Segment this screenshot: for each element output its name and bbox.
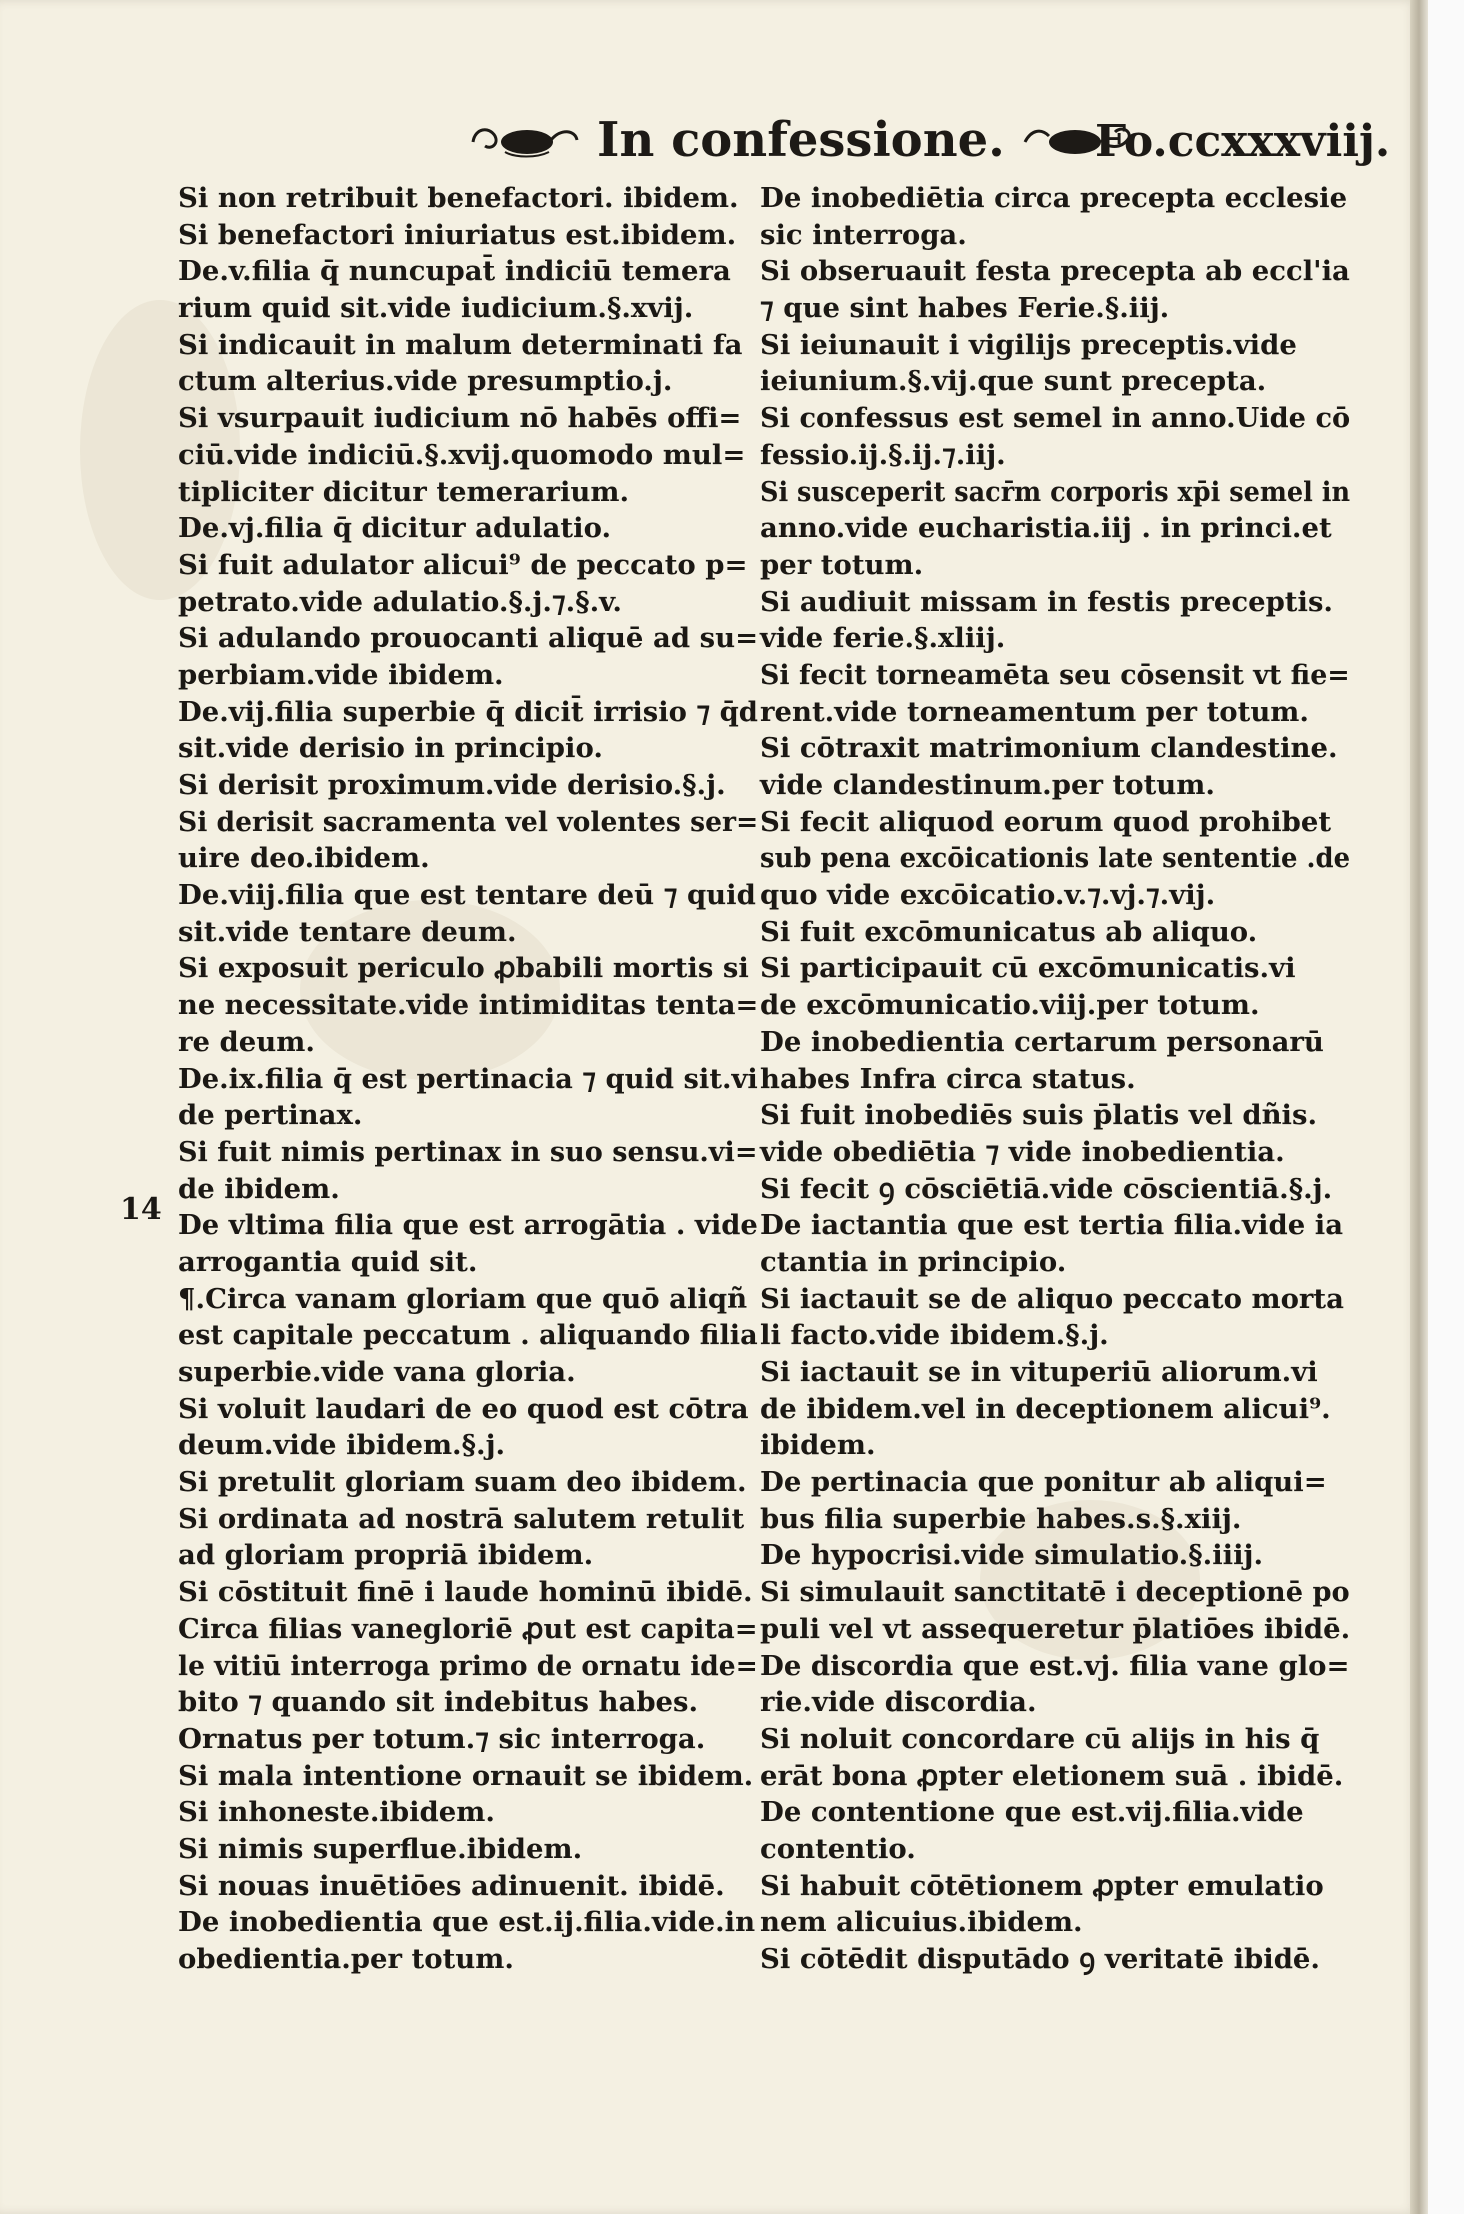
text-line: Si nouas inuētiōes adinuenit. ibidē. (178, 1869, 725, 1902)
text-line: Si participauit cū excōmunicatis.vi (760, 952, 1296, 985)
text-line: Si iactauit se in vituperiū aliorum.vi (760, 1356, 1318, 1388)
text-line: De vltima filia que est arrogātia . vide (178, 1209, 758, 1242)
text-line: puli vel vt assequeretur p̄latiōes ibidē. (760, 1612, 1351, 1645)
page-edge (1410, 0, 1428, 2214)
text-line: ibidem. (760, 1429, 876, 1462)
text-line: Si voluit laudari de eo quod est cōtra (178, 1392, 749, 1425)
margin-section-number: 14 (120, 1192, 162, 1227)
text-line: tipliciter dicitur temerarium. (178, 475, 630, 508)
text-line: Si fecit aliquod eorum quod prohibet (760, 805, 1332, 838)
text-line: ¶.Circa vanam gloriam que quō aliqñ (178, 1282, 748, 1315)
text-line: rie.vide discordia. (760, 1686, 1037, 1719)
text-line: nem alicuius.ibidem. (760, 1906, 1083, 1939)
text-line: habes Infra circa status. (760, 1062, 1136, 1095)
text-line: Si audiuit missam in festis preceptis. (760, 585, 1334, 618)
text-line: vide clandestinum.per totum. (760, 769, 1215, 801)
text-line: De inobedientia certarum personarū (760, 1025, 1324, 1058)
text-line: Si cōtraxit matrimonium clandestine. (760, 732, 1338, 765)
text-line: De contentione que est.vij.filia.vide (760, 1796, 1304, 1829)
text-line: Si non retribuit benefactori. ibidem. (178, 182, 739, 214)
text-line: De discordia que est.vj. filia vane glo= (760, 1649, 1350, 1682)
text-line: Circa filias vanegloriē ꝓut est capita= (178, 1612, 758, 1645)
text-line: bito ⁊ quando sit indebitus habes. (178, 1686, 699, 1719)
text-line: ieiunium.§.vij.que sunt precepta. (760, 365, 1267, 398)
text-line: De.vij.filia superbie q̄ dicit̄ irrisio ⁊ q̄d (178, 695, 758, 728)
text-line: Si pretulit gloriam suam deo ibidem. (178, 1466, 747, 1499)
text-line: De.ix.filia q̄ est pertinacia ⁊ quid sit.vi (178, 1062, 758, 1095)
text-line: Si obseruauit festa precepta ab eccl'ia (760, 255, 1350, 288)
text-line: Si fuit excōmunicatus ab aliquo. (760, 915, 1258, 948)
text-line: Si exposuit periculo ꝓbabili mortis si (178, 952, 749, 985)
text-line: Si benefactori iniuriatus est.ibidem. (178, 218, 737, 251)
text-line: arrogantia quid sit. (178, 1245, 478, 1278)
text-line: Si ieiunauit i vigilijs preceptis.vide (760, 328, 1297, 361)
text-line: rium quid sit.vide iudicium.§.xvij. (178, 292, 694, 325)
text-line: vide obediētia ⁊ vide inobedientia. (760, 1135, 1285, 1168)
text-line: ctum alterius.vide presumptio.j. (178, 365, 673, 398)
text-line: Si ordinata ad nostrā salutem retulit (178, 1502, 745, 1535)
text-line: Si simulauit sanctitatē i deceptionē po (760, 1576, 1350, 1609)
text-line: De inobediētia circa precepta ecclesie (760, 182, 1348, 214)
text-line: de ibidem. (178, 1172, 340, 1205)
text-line: Si inhoneste.ibidem. (178, 1796, 495, 1829)
text-line: quo vide excōicatio.v.⁊.vj.⁊.vij. (760, 879, 1216, 912)
text-line: contentio. (760, 1832, 916, 1865)
text-line: Si mala intentione ornauit se ibidem. (178, 1759, 754, 1792)
text-line: vide ferie.§.xliij. (760, 622, 1006, 655)
text-line: Si fuit adulator alicui⁹ de peccato p= (178, 548, 748, 581)
text-line: fessio.ij.§.ij.⁊.iij. (760, 438, 1006, 471)
text-line: ne necessitate.vide intimiditas tenta= (178, 989, 759, 1022)
text-line: De.vj.filia q̄ dicitur adulatio. (178, 512, 612, 545)
text-line: superbie.vide vana gloria. (178, 1356, 576, 1388)
folio-number: Fo.ccxxxviij. (1095, 116, 1391, 167)
text-line: De.v.filia q̄ nuncupat̄ indiciū temera (178, 255, 731, 288)
text-line: rent.vide torneamentum per totum. (760, 695, 1309, 728)
text-line: Si fecit ꝯ cōsciētiā.vide cōscientiā.§.j. (760, 1172, 1333, 1205)
text-line: Si noluit concordare cū alijs in his q̄ (760, 1722, 1320, 1755)
text-line: sit.vide tentare deum. (178, 915, 517, 948)
text-line: est capitale peccatum . aliquando filia (178, 1319, 758, 1352)
text-line: de pertinax. (178, 1099, 363, 1132)
text-line: perbiam.vide ibidem. (178, 658, 504, 691)
text-line: re deum. (178, 1025, 315, 1058)
text-line: Si iactauit se de aliquo peccato morta (760, 1282, 1344, 1315)
text-line: Si cōtēdit disputādo ꝯ veritatē ibidē. (760, 1943, 1321, 1975)
text-line: petrato.vide adulatio.§.j.⁊.§.v. (178, 585, 622, 618)
text-line: erāt bona ꝓpter eletionem suā . ibidē. (760, 1759, 1344, 1792)
right-text-column (760, 180, 1350, 1978)
running-title: In confessione. (597, 112, 1005, 168)
text-line: ad gloriam propriā ibidem. (178, 1539, 594, 1572)
text-line: Si confessus est semel in anno.Uide cō (760, 402, 1351, 435)
text-line: de excōmunicatio.viij.per totum. (760, 989, 1260, 1022)
text-line: Si fuit inobediēs suis p̄latis vel dñis. (760, 1099, 1318, 1132)
text-line: De inobedientia que est.ij.filia.vide.in (178, 1906, 756, 1939)
text-line: le vitiū interroga primo de ornatu ide= (178, 1649, 758, 1682)
text-line: De pertinacia que ponitur ab aliqui= (760, 1466, 1327, 1499)
text-line: ciū.vide indiciū.§.xvij.quomodo mul= (178, 438, 746, 471)
text-line: Si derisit proximum.vide derisio.§.j. (178, 769, 726, 801)
text-line: sub pena excōicationis late sententie .de (760, 842, 1351, 875)
text-line: deum.vide ibidem.§.j. (178, 1429, 506, 1462)
text-line: per totum. (760, 548, 924, 581)
left-text-column (178, 180, 758, 1978)
left-fleuron-icon (465, 118, 585, 162)
text-line: De.viij.filia que est tentare deū ⁊ quid (178, 879, 756, 912)
text-line: Si indicauit in malum determinati fa (178, 328, 743, 361)
text-line: uire deo.ibidem. (178, 842, 430, 875)
page-header (0, 108, 1418, 178)
text-line: Si habuit cōtētionem ꝓpter emulatio (760, 1869, 1324, 1902)
text-line: ⁊ que sint habes Ferie.§.iij. (760, 292, 1170, 325)
text-line: de ibidem.vel in deceptionem alicui⁹. (760, 1392, 1331, 1425)
text-line: sic interroga. (760, 218, 967, 251)
text-line: Si susceperit sacr̄m corporis xp̄i semel in (760, 475, 1351, 508)
text-line: Si fuit nimis pertinax in suo sensu.vi= (178, 1135, 758, 1168)
text-line: Si vsurpauit iudicium nō habēs offi= (178, 402, 742, 435)
text-line: obedientia.per totum. (178, 1943, 514, 1975)
text-line: De hypocrisi.vide simulatio.§.iiij. (760, 1539, 1264, 1572)
running-title-group (465, 112, 1137, 168)
text-line: Si adulando prouocanti aliquē ad su= (178, 622, 759, 655)
text-line: bus filia superbie habes.s.§.xiij. (760, 1502, 1242, 1535)
text-line: Ornatus per totum.⁊ sic interroga. (178, 1722, 706, 1755)
text-line: li facto.vide ibidem.§.j. (760, 1319, 1109, 1352)
text-line: ctantia in principio. (760, 1245, 1067, 1278)
text-line: sit.vide derisio in principio. (178, 732, 603, 765)
text-line: Si cōstituit finē i laude hominū ibidē. (178, 1576, 753, 1609)
text-line: Si nimis superflue.ibidem. (178, 1832, 583, 1865)
text-line: De iactantia que est tertia filia.vide ia (760, 1209, 1344, 1242)
text-line: anno.vide eucharistia.iij . in princi.et (760, 512, 1332, 545)
text-line: Si fecit torneamēta seu cōsensit vt fie= (760, 658, 1350, 691)
text-line: Si derisit sacramenta vel volentes ser= (178, 805, 759, 838)
